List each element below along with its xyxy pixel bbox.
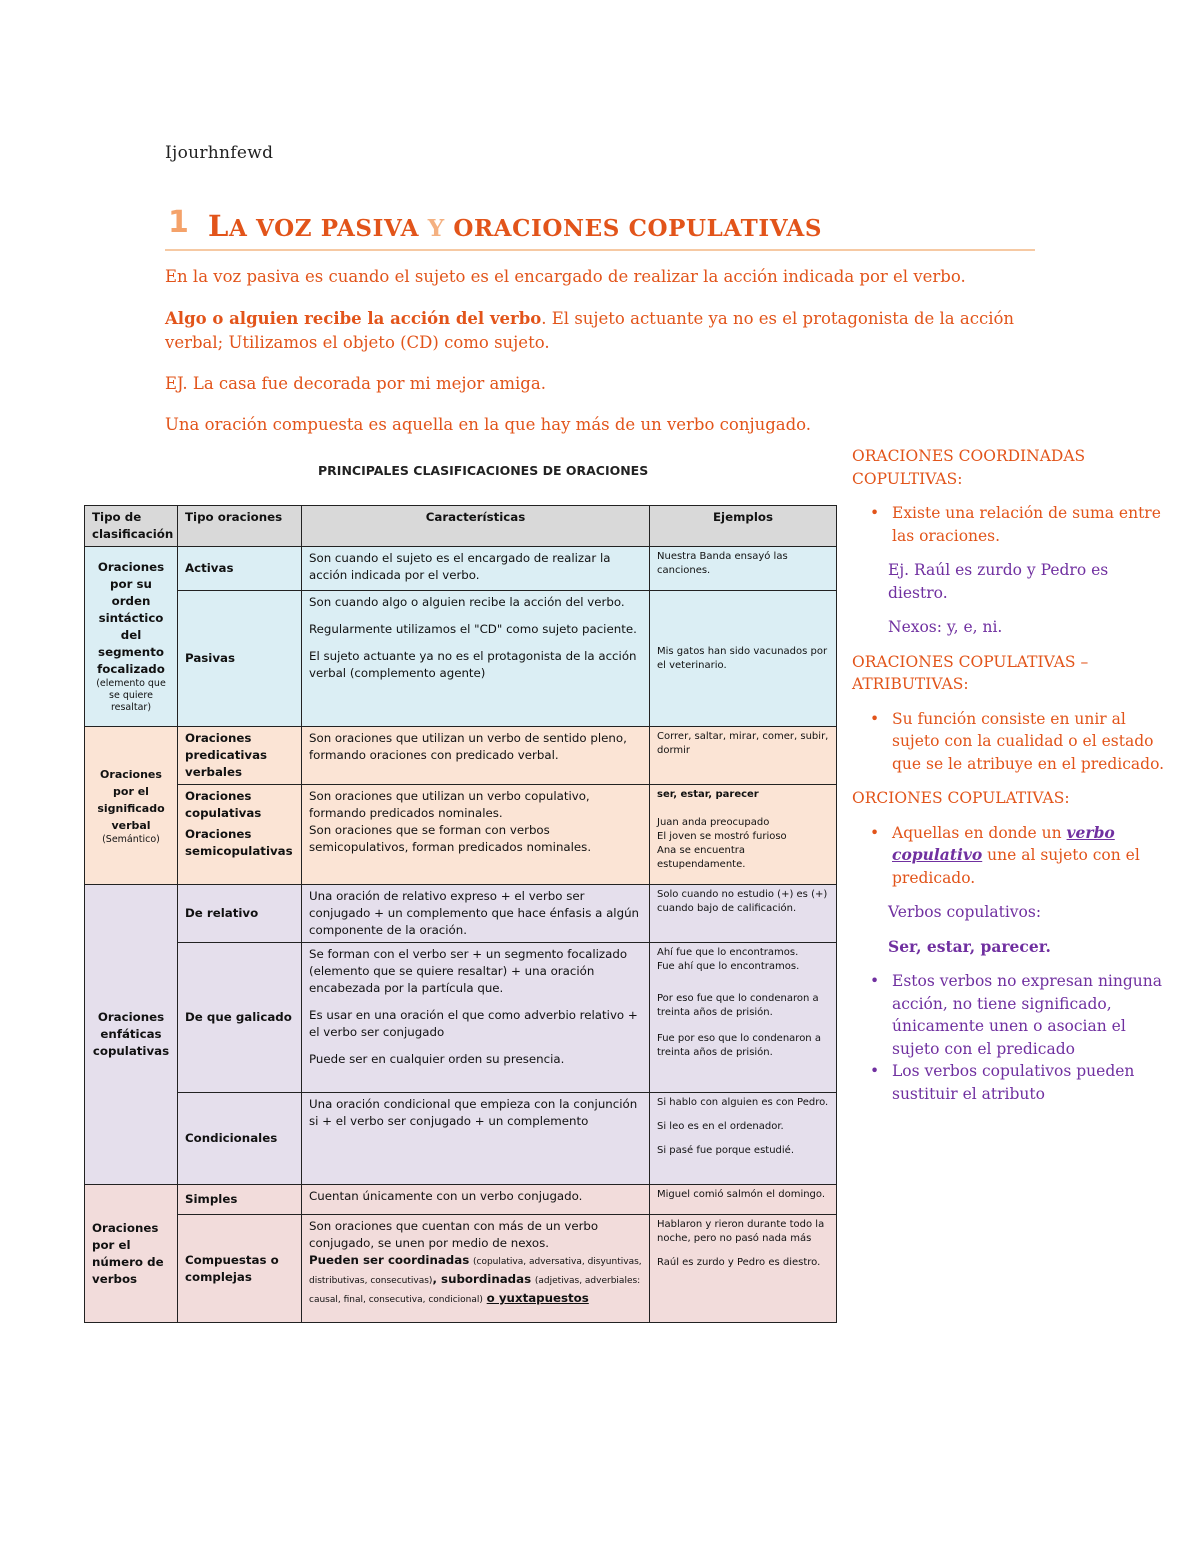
coordinadas-bullet: • Existe una relación de suma entre las oraciones. xyxy=(852,502,1172,547)
document-top-label: Ijourhnfewd xyxy=(165,143,274,163)
chars-galicado: Se forman con el verbo ser + un segmento focalizado (elemento que se quiere resaltar) + una oración encabezada por la partícula que. Es usar en una oración el que como adverbio relativo + el verbo ser conjugado Puede ser en cualquier orden su presencia. xyxy=(302,943,650,1093)
table-header-row xyxy=(85,506,837,547)
ex-predicativas: Correr, saltar, mirar, comer, subir, dormir xyxy=(650,727,837,785)
heading-title: LA VOZ PASIVA Y ORACIONES COPULATIVAS xyxy=(208,209,823,243)
group-numero-verbos: Oraciones por el número de verbos xyxy=(85,1185,178,1323)
bullet-icon: • xyxy=(870,709,880,728)
paragraph-ejemplo: EJ. La casa fue decorada por mi mejor amiga. xyxy=(165,374,546,393)
coordinadas-example: Ej. Raúl es zurdo y Pedro es diestro. xyxy=(888,561,1109,602)
orciones-bullet: • Aquellas en donde un verbo copulativo une al sujeto con el predicado. xyxy=(852,822,1172,890)
type-pasivas: Pasivas xyxy=(178,591,302,727)
paragraph-voz-pasiva: En la voz pasiva es cuando el sujeto es el encargado de realizar la acción indicada por el verbo. xyxy=(165,267,966,286)
ex-simples: Miguel comió salmón el domingo. xyxy=(650,1185,837,1215)
classification-table xyxy=(84,505,837,1323)
ex-relativo: Solo cuando no estudio (+) es (+) cuando bajo de calificación. xyxy=(650,885,837,943)
ex-compuestas: Hablaron y rieron durante todo la noche, pero no pasó nada más Raúl es zurdo y Pedro es diestro. xyxy=(650,1215,837,1323)
type-condicionales: Condicionales xyxy=(178,1093,302,1185)
atributivas-bullet: • Su función consiste en unir al sujeto con la cualidad o el estado que se le atribuye en el predicado. xyxy=(852,708,1172,776)
coordinadas-title: ORACIONES COORDINADAS COPULTIVAS: xyxy=(852,447,1086,488)
type-relativo: De relativo xyxy=(178,885,302,943)
chars-pasivas: Son cuando algo o alguien recibe la acción del verbo. Regularmente utilizamos el "CD" como sujeto paciente. El sujeto actuante ya no es el protagonista de la acción verbal (complemento agente) xyxy=(302,591,650,727)
verbos-label: Verbos copulativos: xyxy=(888,903,1042,921)
table-row xyxy=(85,1185,837,1215)
table-row xyxy=(85,885,837,943)
table-row xyxy=(85,943,837,1093)
table-title: PRINCIPALES CLASIFICACIONES DE ORACIONES xyxy=(318,463,649,478)
group-enfaticas: Oraciones enfáticas copulativas xyxy=(85,885,178,1185)
group-significado-verbal: Oraciones por el significado verbal (Semántico) xyxy=(85,727,178,885)
type-compuestas: Compuestas o complejas xyxy=(178,1215,302,1323)
section-heading xyxy=(165,203,1035,251)
ex-galicado: Ahí fue que lo encontramos. Fue ahí que lo encontramos. Por eso fue que lo condenaron a treinta años de prisión. Fue por eso que lo condenaron a treinta años de prisión. xyxy=(650,943,837,1093)
type-copulativas: Oraciones copulativas Oraciones semicopulativas xyxy=(178,785,302,885)
bullet-icon: • xyxy=(870,1062,880,1080)
verbos-bullet-2: • Los verbos copulativos pueden sustituir el atributo xyxy=(852,1060,1172,1105)
type-predicativas: Oraciones predicativas verbales xyxy=(178,727,302,785)
header-caracteristicas: Características xyxy=(302,506,650,547)
ex-activas: Nuestra Banda ensayó las canciones. xyxy=(650,547,837,591)
atributivas-title: ORACIONES COPULATIVAS – ATRIBUTIVAS: xyxy=(852,652,1089,693)
verbos-bullet-1: • Estos verbos no expresan ninguna acción, no tiene significado, únicamente unen o asocian el sujeto con el predicado xyxy=(852,970,1172,1060)
chars-predicativas: Son oraciones que utilizan un verbo de sentido pleno, formando oraciones con predicado verbal. xyxy=(302,727,650,785)
chars-compuestas: Son oraciones que cuentan con más de un verbo conjugado, se unen por medio de nexos. Pueden ser coordinadas (copulativa, adversativa, disyuntivas, distributivas, consecutivas), subordinadas (adjetivas, adverbiales: causal, final, consecutiva, condicional) o yuxtapuestos xyxy=(302,1215,650,1323)
table-row xyxy=(85,1093,837,1185)
nexos-line: Nexos: y, e, ni. xyxy=(888,618,1003,636)
chars-activas: Son cuando el sujeto es el encargado de realizar la acción indicada por el verbo. xyxy=(302,547,650,591)
chars-condicionales: Una oración condicional que empieza con la conjunción si + el verbo ser conjugado + un complemento xyxy=(302,1093,650,1185)
heading-number: 1 xyxy=(168,205,189,240)
type-simples: Simples xyxy=(178,1185,302,1215)
header-tipo-clasificacion: Tipo de clasificación xyxy=(85,506,178,547)
chars-relativo: Una oración de relativo expreso + el verbo ser conjugado + un complemento que hace énfasis a algún componente de la oración. xyxy=(302,885,650,943)
chars-copulativas: Son oraciones que utilizan un verbo copulativo, formando predicados nominales. Son oraciones que se forman con verbos semicopulativos, forman predicados nominales. xyxy=(302,785,650,885)
orciones-title: ORCIONES COPULATIVAS: xyxy=(852,789,1070,807)
table-row xyxy=(85,591,837,727)
bullet-icon: • xyxy=(870,823,880,842)
ex-pasivas: Mis gatos han sido vacunados por el veterinario. xyxy=(650,591,837,727)
ex-condicionales: Si hablo con alguien es con Pedro. Si leo es en el ordenador. Si pasé fue porque estudié. xyxy=(650,1093,837,1185)
group-orden-sintactico: Oraciones por su orden sintáctico del segmento focalizado (elemento que se quiere resaltar) xyxy=(85,547,178,727)
header-ejemplos: Ejemplos xyxy=(650,506,837,547)
paragraph-oracion-compuesta: Una oración compuesta es aquella en la que hay más de un verbo conjugado. xyxy=(165,415,812,434)
type-activas: Activas xyxy=(178,547,302,591)
header-tipo-oraciones: Tipo oraciones xyxy=(178,506,302,547)
table-row xyxy=(85,727,837,785)
chars-simples: Cuentan únicamente con un verbo conjugado. xyxy=(302,1185,650,1215)
right-notes-column xyxy=(852,445,1172,1117)
verbos-list: Ser, estar, parecer. xyxy=(888,936,1051,956)
paragraph-algo-alguien: Algo o alguien recibe la acción del verbo. El sujeto actuante ya no es el protagonista de la acción verbal; Utilizamos el objeto (CD) como sujeto. xyxy=(165,309,1015,352)
bullet-icon: • xyxy=(870,504,880,522)
table-row xyxy=(85,547,837,591)
ex-copulativas: ser, estar, parecer Juan anda preocupado El joven se mostró furioso Ana se encuentra estupendamente. xyxy=(650,785,837,885)
type-galicado: De que galicado xyxy=(178,943,302,1093)
table-row xyxy=(85,1215,837,1323)
table-row xyxy=(85,785,837,885)
bullet-icon: • xyxy=(870,972,880,990)
